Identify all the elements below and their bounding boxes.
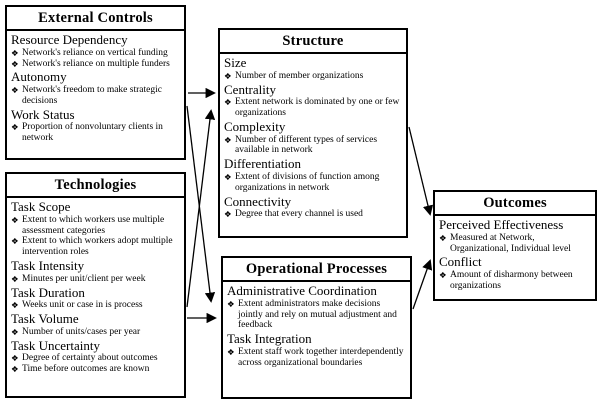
bullet-text: Time before outcomes are known (22, 364, 150, 375)
bullet-item (11, 85, 181, 107)
diamond-bullet-icon: ❖ (11, 326, 19, 337)
bullet-item (11, 353, 181, 364)
bullet-text: Degree that every channel is used (235, 209, 363, 220)
bullet-item (11, 215, 181, 237)
bullet-item (439, 270, 592, 292)
diamond-bullet-icon: ❖ (11, 236, 19, 247)
diamond-bullet-icon: ❖ (11, 122, 19, 133)
diamond-bullet-icon: ❖ (227, 298, 235, 309)
box-operational-processes (221, 256, 412, 399)
concept-heading: Work Status (11, 106, 75, 122)
bullet-item (224, 209, 403, 220)
arrow-technologies-to-structure (187, 111, 211, 307)
concept-heading: Task Duration (11, 284, 85, 300)
concept-item (11, 107, 181, 144)
bullet-text: Measured at Network, Organizational, Individual level (450, 232, 571, 254)
bullet-text: Number of member organizations (235, 70, 364, 81)
concept-item (227, 283, 407, 331)
concept-heading: Autonomy (11, 69, 67, 85)
bullet-text: Amount of disharmony between organizations (450, 270, 573, 291)
box-body-technologies (7, 198, 184, 375)
box-body-operational-processes (223, 282, 410, 369)
diamond-bullet-icon: ❖ (11, 214, 19, 225)
diamond-bullet-icon: ❖ (11, 47, 19, 58)
diamond-bullet-icon: ❖ (11, 58, 19, 69)
concept-heading: Task Uncertainty (11, 337, 100, 353)
diamond-bullet-icon: ❖ (227, 346, 235, 357)
bullet-item (11, 327, 181, 338)
bullet-item (224, 71, 403, 82)
bullet-item (11, 300, 181, 311)
diamond-bullet-icon: ❖ (11, 273, 19, 284)
box-structure (218, 28, 408, 238)
diamond-bullet-icon: ❖ (11, 300, 19, 311)
bullet-item (11, 274, 181, 285)
bullet-item (11, 48, 181, 59)
diamond-bullet-icon: ❖ (11, 353, 19, 364)
concept-item (439, 217, 592, 254)
diamond-bullet-icon: ❖ (11, 85, 19, 96)
bullet-text: Extent to which workers adopt multiple intervention roles (22, 236, 173, 258)
bullet-item (224, 135, 403, 157)
concept-item (227, 331, 407, 368)
arrow-operational-to-outcomes (413, 261, 430, 309)
box-body-external-controls (7, 31, 184, 144)
concept-item (439, 254, 592, 291)
bullet-item (224, 172, 403, 194)
bullet-text: Number of units/cases per year (22, 326, 141, 337)
bullet-text: Degree of certainty about outcomes (22, 353, 158, 364)
arrow-structure-to-outcomes (409, 127, 430, 214)
box-title-operational-processes: Operational Processes (223, 258, 410, 282)
bullet-text: Proportion of nonvoluntary clients in network (22, 122, 163, 144)
bullet-item (227, 347, 407, 369)
concept-item (11, 311, 181, 338)
bullet-item (11, 364, 181, 375)
bullet-text: Extent of divisions of function among organizations in network (235, 171, 380, 193)
concept-item (11, 32, 181, 69)
concept-heading: Administrative Coordination (227, 283, 377, 298)
concept-item (224, 82, 403, 119)
concept-item (224, 55, 403, 82)
bullet-text: Network's reliance on multiple funders (22, 58, 170, 69)
concept-item (11, 285, 181, 312)
concept-heading: Complexity (224, 118, 286, 134)
concept-heading: Differentiation (224, 156, 302, 172)
concept-heading: Task Volume (11, 311, 79, 327)
concept-heading: Connectivity (224, 193, 292, 209)
bullet-text: Network's freedom to make strategic decisions (22, 85, 162, 106)
bullet-text: Number of different types of services available in network (235, 134, 378, 156)
diamond-bullet-icon: ❖ (224, 97, 232, 108)
diamond-bullet-icon: ❖ (11, 364, 19, 375)
box-title-outcomes: Outcomes (435, 192, 595, 216)
box-title-structure: Structure (220, 30, 406, 54)
bullet-text: Weeks unit or case in is process (22, 300, 143, 311)
bullet-text: Extent administrators make decisions jointly and rely on mutual adjustment and feedback (238, 298, 397, 331)
concept-item (11, 69, 181, 106)
bullet-item (227, 299, 407, 332)
concept-heading: Task Intensity (11, 258, 85, 274)
bullet-text: Network's reliance on vertical funding (22, 47, 168, 58)
bullet-text: Extent staff work together interdependently across organizational boundaries (238, 346, 404, 368)
box-outcomes (433, 190, 597, 301)
concept-item (11, 338, 181, 375)
diamond-bullet-icon: ❖ (224, 134, 232, 145)
concept-heading: Centrality (224, 81, 276, 97)
concept-item (11, 258, 181, 285)
diamond-bullet-icon: ❖ (224, 70, 232, 81)
concept-heading: Conflict (439, 254, 482, 270)
concept-heading: Task Scope (11, 199, 71, 214)
concept-item (224, 156, 403, 193)
concept-heading: Task Integration (227, 331, 312, 347)
bullet-item (11, 236, 181, 258)
bullet-text: Minutes per unit/client per week (22, 273, 146, 284)
box-technologies (5, 172, 186, 398)
diamond-bullet-icon: ❖ (224, 171, 232, 182)
diamond-bullet-icon: ❖ (439, 232, 447, 243)
arrow-external-to-operational (187, 106, 211, 301)
box-body-outcomes (435, 216, 595, 292)
bullet-text: Extent network is dominated by one or few organizations (235, 97, 400, 119)
bullet-item (11, 122, 181, 144)
concept-heading: Size (224, 55, 247, 70)
concept-heading: Resource Dependency (11, 32, 128, 47)
bullet-text: Extent to which workers use multiple assessment categories (22, 214, 165, 236)
concept-item (11, 199, 181, 258)
concept-item (224, 119, 403, 156)
concept-heading: Perceived Effectiveness (439, 217, 564, 232)
diamond-bullet-icon: ❖ (224, 209, 232, 220)
diamond-bullet-icon: ❖ (439, 270, 447, 281)
box-body-structure (220, 54, 406, 220)
bullet-item (11, 59, 181, 70)
box-external-controls (5, 5, 186, 160)
concept-item (224, 194, 403, 221)
bullet-item (439, 233, 592, 255)
box-title-technologies: Technologies (7, 174, 184, 198)
bullet-item (224, 97, 403, 119)
box-title-external-controls: External Controls (7, 7, 184, 31)
